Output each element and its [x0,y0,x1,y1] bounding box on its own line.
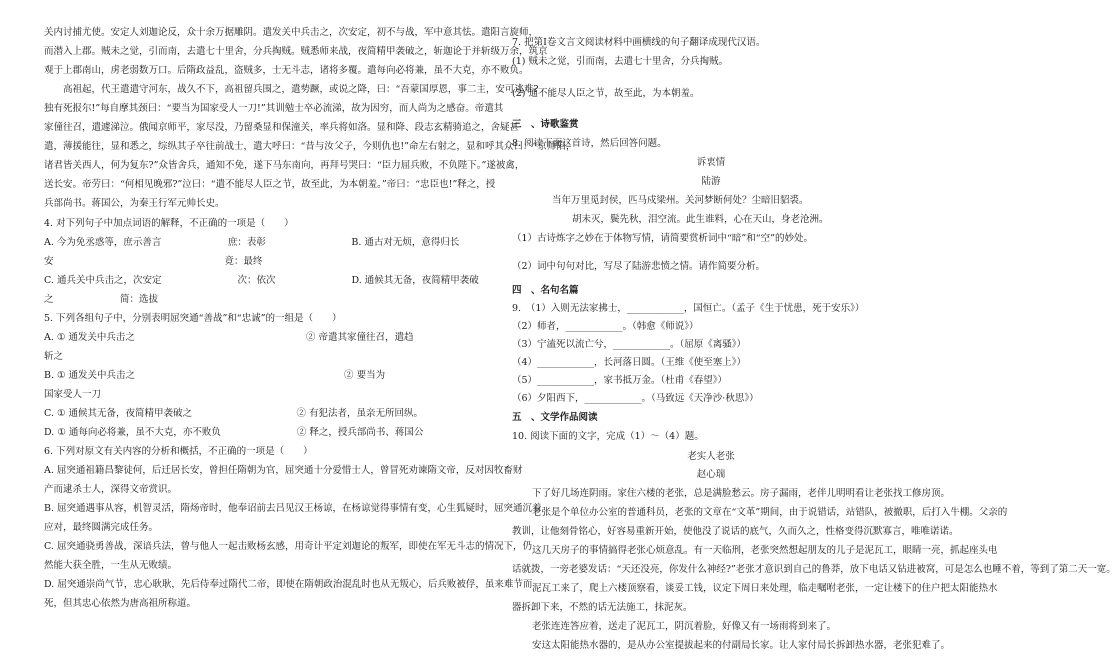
sub-question: （2）词中句句对比，写尽了陆游悲愤之情。请作简要分析。 [512,261,766,272]
text-line: 诸君皆关西人，何为复东?”众皆舍兵，通知不免，遂下马东南向，再拜号哭曰：“臣力屈兵败，不负陛下。”遂被禽， [44,160,525,171]
option-line: 然能大获全胜，一生从无败绩。 [44,560,178,571]
poem-title: 诉衷情 [696,157,726,168]
text-line: 关内讨捕尤使。安定人刘迦论反，众十余万据雕阴。遣发关中兵击之，次安定，初不与战，军中意其怯。遣阳言旋师， [44,27,539,38]
option-line: 国家受人一刀 [44,389,102,400]
story-paragraph: 下了好几场连阴雨。家住六楼的老张，总是满脸愁云。房子漏雨，老伴儿明明看让老张找工修房顶。 [532,488,951,499]
option-line: D. 屈突通崇尚气节，忠心耿耿，先后侍奉过隋代二帝，即使在隋朝政治混乱时也从无叛心，后兵败被俘，虽来难节而 [44,579,533,590]
option-line: C. 通兵关中兵击之，次安定 次：依次 D. 通候其无备，夜简精甲袭破 [44,275,479,286]
option-line: A. 今为免丞惑等，庶示善言 庶：表彰 B. 通古对无烦，意得归长 [44,237,460,248]
story-paragraph: 泥瓦工来了，爬上六楼顶察看，谈妥工钱，议定下周日来处理，临走嘱咐老张，一定让楼下的住户把太阳能热水 [532,583,998,594]
text-line: 独有死报尔!”每自摩其颈曰：“要当为国家受人一刀!”其训勉士卒必流涕，故为因穷，而人尚为之感奋。帝遣其 [44,103,504,114]
fill-item: （5）____________，家书抵万金。（杜甫《春望》） [512,375,728,386]
fill-item: （2）师者，____________。（韩愈《师说》） [512,321,699,332]
story-paragraph: 话就拨，一旁老婆发话：“天还没亮，你发什么神经?”老张才意识到自己的鲁莽，放下电话又钻进被窝，可是怎么也睡不着，等到了第二天一宽。 [512,564,1116,575]
section-heading: 四 、名句名篇 [512,285,579,296]
fill-item: （3）宁溘死以流亡兮，____________。（屈原《离骚》） [512,339,747,350]
story-paragraph: 老张是个单位办公室的普通科员，老张的文章在“文革”期间，由于说错话，站错队，被撤职，后打入牛棚。父亲的 [532,507,1008,518]
section-heading: 三 、诗歌鉴赏 [512,119,579,130]
question-4: 4. 对下列句子中加点词语的解释，不正确的一项是（ ） [44,218,294,229]
option-line: 斩之 [44,351,64,362]
section-heading: 五 、文学作品阅读 [512,412,598,423]
question-5: 5. 下列各组句子中，分别表明屈突通“善战”和“忠诚”的一组是（ ） [44,313,342,324]
text-line: 家僮往召，遣遽涕泣。俄闻京师平，家尽没，乃留桑显和保潼关，率兵将如洛。显和降、段志玄精骑追之，舍疑甚 [44,122,520,133]
sub-question: (1) 贼未之觉，引而南，去遣七十里舍，分兵掏贼。 [512,56,728,67]
option-line: C. ① 通候其无备，夜简精甲袭破之 ② 有犯法者，虽亲无所回纵。 [44,408,424,419]
text-line: 观于上郡南山，虏老弱数万口。后隋政益乱，盗贼多，士无斗志，诸将多覆。遣每向必将兼，虽不大克，亦不败负。 [44,65,529,76]
sub-question: （1）古诗炼字之妙在于体物写情，请简要赏析词中“暗”和“空”的妙处。 [512,233,813,244]
story-author: 赵心瑞 [696,469,726,480]
option-line: 之 简：选拔 [44,294,159,305]
question-8: 8. 阅读下面这首诗，然后回答问题。 [512,138,667,149]
text-line: 遣，薄援能往，显和悉之，综纵其子卒往前战士，遣大呼曰：“昔与汝父子，今则仇也!”命左右射之，显和呼其众曰：“京师陷， [44,141,576,152]
poem-line: 胡未灭，鬓先秋，泪空流。此生谁料，心在天山，身老沧洲。 [572,214,829,225]
fill-item: （4）____________，长河落日圆。（王维《使至塞上》） [512,357,747,368]
option-line: A. ① 通发关中兵击之 ② 帝遣其家僮往召，遣趋 [44,332,414,343]
option-line: 死，但其忠心依然为唐高祖所称道。 [44,598,197,609]
option-line: 产而逮杀士人，深得文帝赏识。 [44,484,178,495]
question-7: 7. 把第Ⅰ卷文言文阅读材料中画横线的句子翻译成现代汉语。 [512,37,766,48]
text-line: 送长安。帝劳曰：“何相见晚邪?”泣曰：“遣不能尽人臣之节，故至此，为本朝羞。”帝曰：“忠臣也!”释之，授 [44,179,496,190]
poem-author: 陆游 [701,176,721,187]
story-paragraph: 老张连连答应着，送走了泥瓦工，阴沉着脸，好像又有一场雨将到来了。 [532,621,837,632]
poem-line: 当年万里觅封侯，匹马戍梁州。关河梦断何处？尘暗旧貂裘。 [552,195,809,206]
story-paragraph: 器拆卸下来，不然的话无法施工，抹泥灰。 [512,602,693,613]
story-title: 老实人老张 [687,451,735,462]
question-6: 6. 下列对原文有关内容的分析和概括，不正确的一项是（ ） [44,446,313,457]
option-line: 安 竟：最终 [44,256,263,267]
option-line: C. 屈突通骁勇善战，深谙兵法，曾与他人一起击败杨玄感，用奇计平定刘迦论的叛军，即使在军无斗志的情况下，仍 [44,541,532,552]
option-line: D. ① 通每向必将兼，虽不大克，亦不败负 ② 释之，授兵部尚书、蒋国公 [44,427,424,438]
sub-question: (2) 通不能尽人臣之节，故至此，为本朝羞。 [512,88,700,99]
story-paragraph: 教训，让他刻骨铭心，好容易重新开始，使他没了说话的底气，久而久之，性格变得沉默寡言，唯唯诺诺。 [512,526,959,537]
option-line: 应对，最终圆满完成任务。 [44,522,159,533]
option-line: A. 屈突通祖籍昌黎徒何，后迁居长安，曾担任隋朝为官，屈突通十分爱惜士人，曾冒死劝谏隋文帝，反对因牧畜财 [44,465,523,476]
story-paragraph: 这几天房子的事情搞得老张心烦意乱。有一天临刑，老张突然想起朋友的儿子是泥瓦工，眼睛一亮，抓起座头电 [532,545,998,556]
story-paragraph: 安这太阳能热水器的，是从办公室提拔起来的付副局长家。让人家付局长拆卸热水器，老张犯难了。 [532,640,951,651]
text-line: 高祖起，代王遣遣守河东，战久不下，高祖留兵围之，遣势蹶，或说之降，曰：“吾蒙国厚恩，事二主，安可逃难? [44,84,539,95]
question-9: 9. （1）入则无法家拂士，____________，国恒亡。（孟子《生于忧患，死于安乐》） [512,303,865,314]
question-10: 10. 阅读下面的文字，完成（1）～（4）题。 [512,431,704,442]
text-line: 而潜入上郡。贼未之觉，引而南，去遣七十里舍，分兵掏贼。贼悉师来战，夜简精甲袭破之，斩迦论于并斩级万余，筑京 [44,46,548,57]
text-line: 兵部尚书。蒋国公，为秦王行军元帅长史。 [44,198,225,209]
option-line: B. 屈突通遇事从容，机智灵活，隋炀帝时，他奉诏前去吕见汉王杨谅，在杨谅觉得事情有变，心生狐疑时，屈突通沉着 [44,503,542,514]
fill-item: （6）夕阳西下，____________。（马致远《天净沙·秋思》） [512,393,759,404]
option-line: B. ① 通发关中兵击之 ② 要当为 [44,370,386,381]
